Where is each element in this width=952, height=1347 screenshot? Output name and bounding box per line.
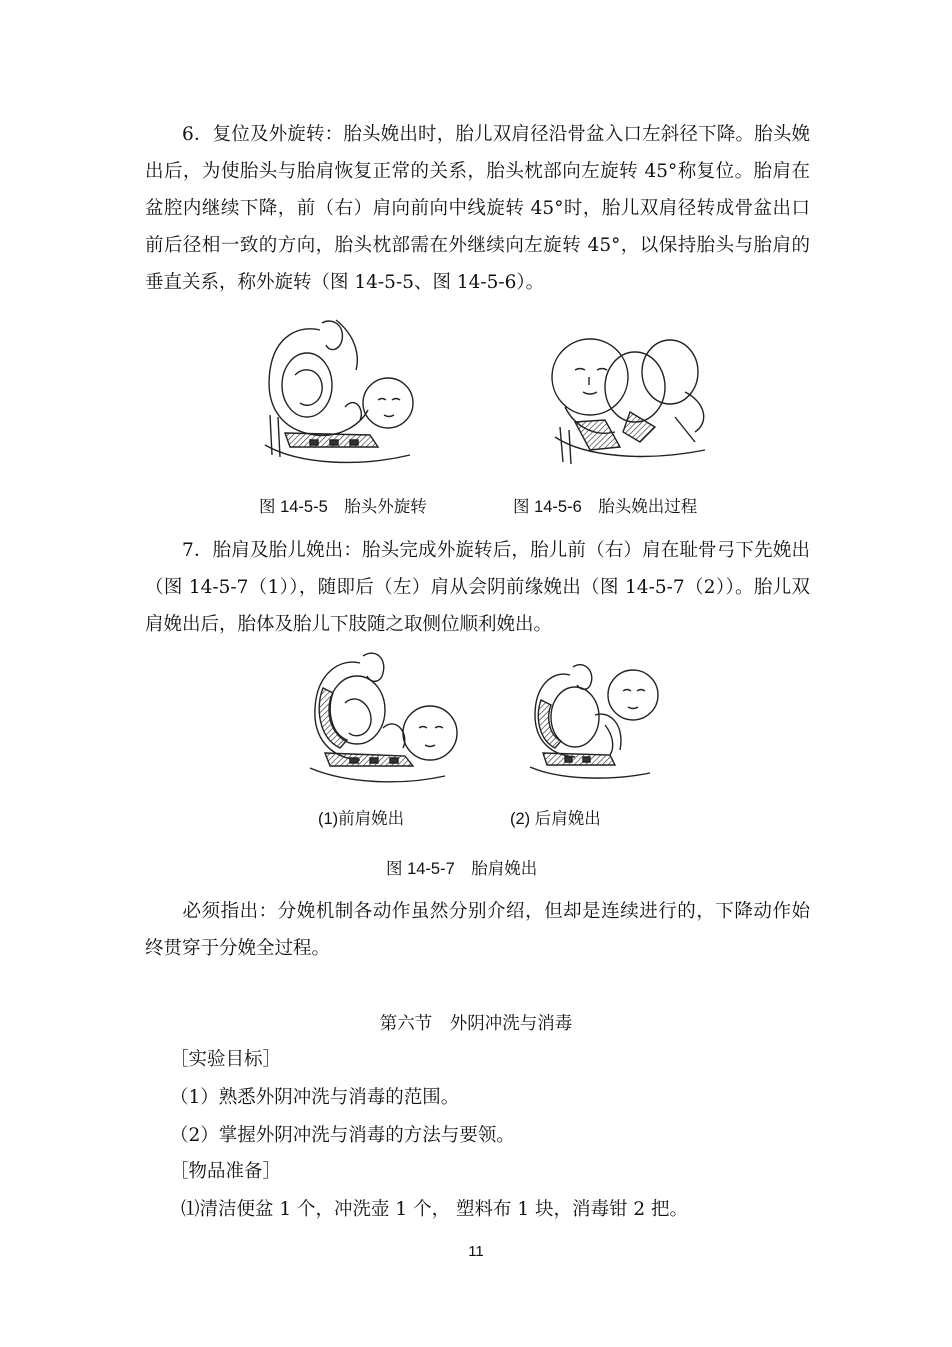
figure-caption-14-5-7-2: (2) 后肩娩出	[510, 810, 601, 828]
section-title: 第六节 外阴冲洗与消毒	[379, 1014, 573, 1034]
figure-fetal-head-external-rotation	[260, 315, 430, 470]
goal-item-2: （2）掌握外阴冲洗与消毒的方法与要领。	[170, 1125, 515, 1146]
page-number: 11	[468, 1243, 484, 1260]
items-item-1: ⑴清洁便盆 1 个，冲洗壶 1 个， 塑料布 1 块，消毒钳 2 把。	[181, 1199, 689, 1220]
figure-caption-14-5-5: 图 14-5-5 胎头外旋转	[259, 498, 427, 516]
paragraph-note: 必须指出：分娩机制各动作虽然分别介绍，但却是连续进行的，下降动作始终贯穿于分娩全过程。	[145, 901, 810, 959]
goal-item-1: （1）熟悉外阴冲洗与消毒的范围。	[170, 1087, 460, 1108]
goal-heading: ［实验目标］	[170, 1049, 282, 1070]
figure-fetal-head-delivery-process	[545, 332, 715, 472]
figure-caption-14-5-7: 图 14-5-7 胎肩娩出	[386, 860, 538, 878]
figure-posterior-shoulder-delivery	[525, 655, 665, 785]
figure-caption-14-5-7-1: (1)前肩娩出	[318, 810, 405, 828]
figure-anterior-shoulder-delivery	[305, 648, 465, 788]
figure-caption-14-5-6: 图 14-5-6 胎头娩出过程	[513, 498, 698, 516]
paragraph-external-rotation: 6．复位及外旋转：胎头娩出时，胎儿双肩径沿骨盆入口左斜径下降。胎头娩出后，为使胎头与胎肩恢复正常的关系，胎头枕部向左旋转 45°称复位。胎肩在盆腔内继续下降，前（右）肩向前向中线旋转 45°时，胎儿双肩径转成骨盆出口前后径相一致的方向，胎头枕部需在外继续向左旋转 45°，以保持胎头与胎肩的垂直关系，称外旋转（图 14-5-5、图 14-5-6）。	[145, 124, 810, 293]
items-heading: ［物品准备］	[170, 1161, 282, 1182]
paragraph-shoulder-delivery: 7．胎肩及胎儿娩出：胎头完成外旋转后，胎儿前（右）肩在耻骨弓下先娩出（图 14-5-7（1）），随即后（左）肩从会阴前缘娩出（图 14-5-7（2））。胎儿双肩娩出后，胎体及胎儿下肢随之取侧位顺利娩出。	[145, 540, 810, 635]
